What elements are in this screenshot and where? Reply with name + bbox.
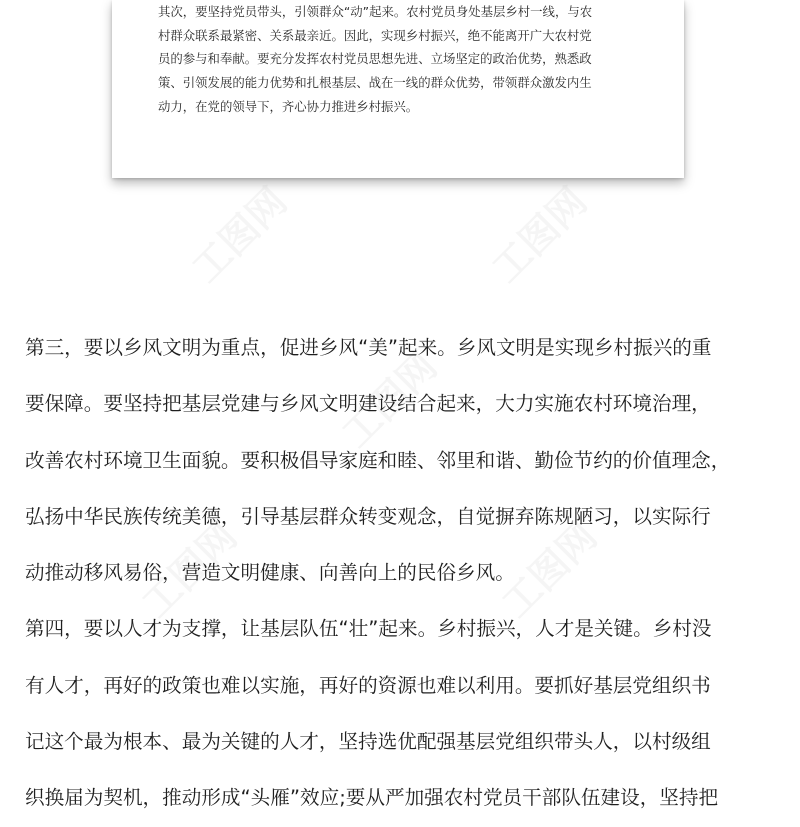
body-line: 第三，要以乡风文明为重点，促进乡风“美”起来。乡风文明是实现乡村振兴的重 (25, 336, 712, 359)
body-line: 记这个最为根本、最为关键的人才，坚持选优配强基层党组织带头人，以村级组 (25, 730, 711, 754)
body-line: 改善农村环境卫生面貌。要积极倡导家庭和睦、邻里和谐、勤俭节约的价值理念， (25, 448, 731, 472)
watermark: 工图网 (493, 514, 606, 626)
watermark: 工图网 (333, 344, 446, 456)
body-line: 织换届为契机，推动形成“头雁”效应;要从严加强农村党员干部队伍建设，坚持把 (25, 786, 719, 810)
main-paragraphs (25, 320, 785, 827)
body-line: 第四，要以人才为支撑，让基层队伍“壮”起来。乡村振兴，人才是关键。乡村没 (25, 617, 712, 641)
card-line: 策、引领发展的能力优势和扎根基层、战在一线的群众优势，带领群众激发内生 (158, 75, 592, 91)
card-line: 员的参与和奉献。要充分发挥农村党员思想先进、立场坚定的政治优势，熟悉政 (158, 51, 592, 67)
body-line: 有人才，再好的政策也难以实施，再好的资源也难以利用。要抓好基层党组织书 (25, 673, 711, 697)
card-line: 动力，在党的领导下，齐心协力推进乡村振兴。 (158, 98, 419, 114)
watermark: 工图网 (183, 179, 296, 291)
card-line: 村群众联系最紧密、关系最亲近。因此，实现乡村振兴，绝不能离开广大农村党 (158, 27, 592, 43)
card-line: 其次，要坚持党员带头，引领群众“动”起来。农村党员身处基层乡村一线，与农 (158, 4, 593, 19)
card-paragraph (158, 0, 670, 119)
watermark: 工图网 (133, 514, 246, 626)
body-line: 弘扬中华民族传统美德，引导基层群众转变观念，自觉摒弃陈规陋习，以实际行 (25, 504, 711, 528)
body-line: 动推动移风易俗，营造文明健康、向善向上的民俗乡风。 (25, 561, 515, 585)
watermark: 工图网 (483, 179, 596, 291)
body-line: 要保障。要坚持把基层党建与乡风文明建设结合起来，大力实施农村环境治理， (25, 392, 711, 416)
document-page-card (112, 0, 684, 178)
